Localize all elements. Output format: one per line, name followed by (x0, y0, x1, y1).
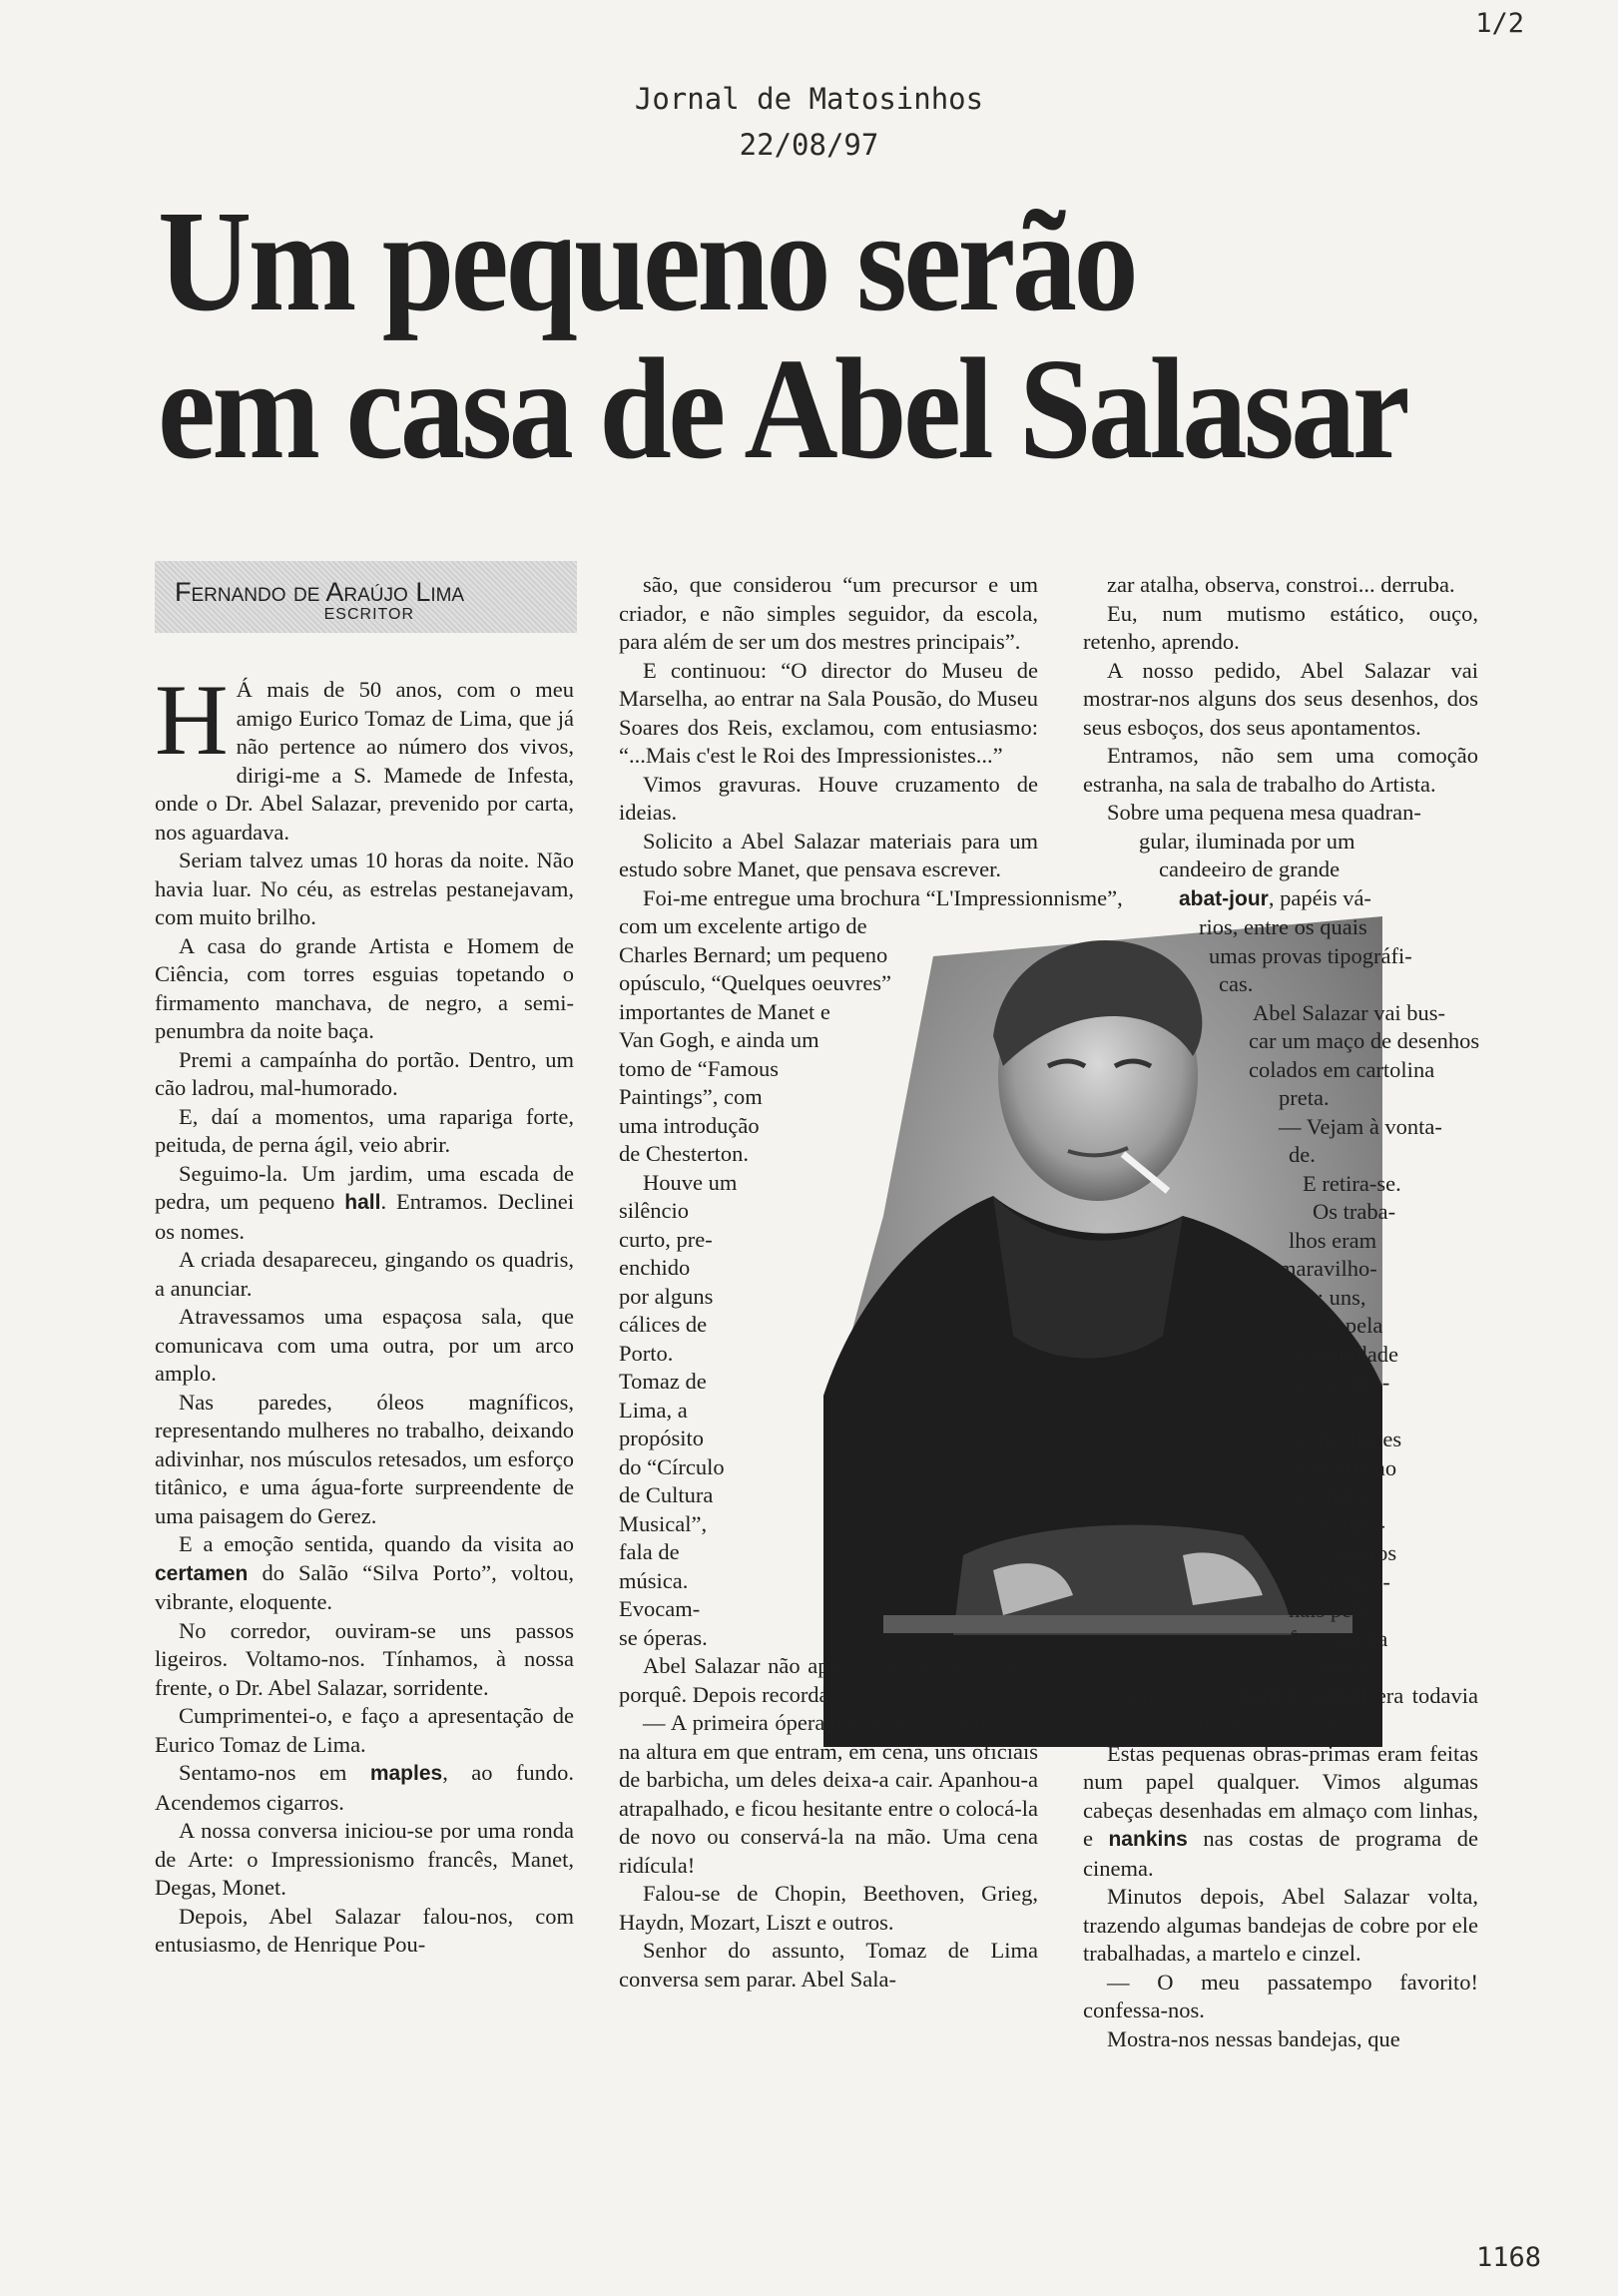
paragraph: Seguimo-la. Um jardim, uma escada de pedra, um pequeno hall. Entramos. Declinei os nomes. (155, 1160, 574, 1244)
paragraph: A criada desapareceu, gingando os quadris, a anunciar. (155, 1247, 574, 1301)
text-line: de. (1289, 1142, 1316, 1167)
paragraph: Mostra-nos nessas bandejas, que (1107, 2025, 1400, 2051)
paragraph: Senhor do assunto, Tomaz de Lima conversa sem parar. Abel Sala- (619, 1938, 1038, 1992)
paragraph: Premi a campaínha do portão. Dentro, um cão ladrou, mal-humorado. (155, 1046, 574, 1100)
text-line: fala de (619, 1539, 680, 1564)
publication-name: Jornal de Matosinhos (634, 82, 984, 116)
author-name: Fernando de Araújo Lima (175, 577, 465, 607)
paragraph: Vimos gravuras. Houve cruzamento de ideias. (619, 771, 1038, 825)
text-line: vam adivi- (1289, 1511, 1385, 1537)
article-column-2 (619, 571, 1123, 1994)
text-line: Sobre uma pequena mesa quadran- (1107, 800, 1421, 825)
text-line: com um excelente artigo de (619, 913, 867, 938)
text-line: propósito (619, 1426, 705, 1450)
page-indicator: 1/2 (1475, 8, 1524, 39)
publication-date: 22/08/97 (739, 128, 879, 162)
text-line: que deixa- (1289, 1483, 1383, 1508)
text-line: Evocam- (619, 1596, 701, 1621)
article-column-1 (155, 664, 574, 1960)
text-line: opúsculo, “Quelques oeuvres” (619, 970, 892, 995)
paragraph: No corredor, ouviram-se uns passos ligeiros. Voltamo-nos. Tínhamos, à nossa frente, o Dr. Abel Salazar, sorridente. (155, 1617, 574, 1700)
text-line: Lima, a (619, 1397, 688, 1423)
paragraph: Eu, num mutismo estático, ouço, retenho, aprendo. (1083, 600, 1478, 654)
text-line: gular, iluminada por um (1139, 828, 1355, 854)
text-line: tomo de “Famous (619, 1055, 779, 1081)
drop-cap: H (155, 664, 229, 777)
text-line: Os traba- (1313, 1199, 1396, 1224)
text-line: de Cultura (619, 1482, 714, 1507)
text-line: curto, pre- (619, 1226, 713, 1252)
paragraph: Abel Salazar não aprecia óperas. E explica porquê. Depois recorda: (619, 1653, 1038, 1707)
text-line: humanidade (1289, 1341, 1398, 1367)
text-line: car um maço de desenhos (1249, 1028, 1480, 1053)
paragraph: Á mais de 50 anos, com o meu amigo Eurico Tomaz de Lima, que já não pertence ao número dos vivos, dirigi-me a S. Mamede de Infesta, onde o Dr. Abel Salazar, prevenido por carta, nos aguardava. (155, 677, 574, 845)
paragraph: Sentamo-nos em maples, ao fundo. Acendemos cigarros. (155, 1760, 574, 1815)
text-line: frescura da (1289, 1625, 1388, 1651)
text-line: pelo lirismo (1289, 1454, 1397, 1480)
text-line: preta. (1279, 1085, 1330, 1110)
text-line: colados em cartolina (1249, 1056, 1435, 1082)
text-line: música. (619, 1567, 689, 1593)
headline (158, 182, 1407, 489)
paragraph: — O meu passatempo favorito! confessa-nos. (1083, 1969, 1478, 2022)
headline-line-1: Um pequeno serão (158, 182, 1136, 341)
text-line: Houve um (643, 1169, 738, 1195)
text-line: cálices de (619, 1312, 708, 1337)
text-line: E retira-se. (1303, 1170, 1401, 1196)
paragraph: Atravessamos uma espaçosa sala, que comunicava com uma outra, por um arco amplo. (155, 1304, 574, 1386)
paragraph: Nas paredes, óleos magníficos, representando mulheres no trabalho, deixando adivinhar, nos músculos retesados, um esforço titânico, e uma água-forte surpreendente de uma paisagem do Gerez. (155, 1389, 574, 1528)
text-line: do “Círculo (619, 1453, 725, 1479)
text-line: Foi-me entregue uma brochura “L'Impressionnisme”, (643, 884, 1123, 910)
text-line: Abel Salazar vai bus- (1253, 999, 1446, 1025)
text-line: brava; (1289, 1398, 1346, 1424)
archive-number: 1168 (1475, 2242, 1541, 2273)
text-line: fortes pela (1289, 1313, 1383, 1338)
text-line: que os tim- (1289, 1370, 1390, 1395)
text-line: lhos eram (1289, 1227, 1377, 1253)
text-line: Musical”, (619, 1510, 708, 1536)
text-line: por alguns (619, 1283, 714, 1309)
text-line: — Vejam à vonta- (1279, 1113, 1442, 1139)
paragraph: A casa do grande Artista e Homem de Ciência, com torres esguias topetando o firmamento manchava, de negro, a semi-penumbra da noite baça. (155, 932, 574, 1043)
text-line: umas provas tipográfi- (1209, 942, 1412, 968)
text-line: nais pela (1289, 1597, 1368, 1622)
text-line: Paintings”, com (619, 1084, 763, 1109)
paragraph: Seriam talvez umas 10 horas da noite. Não havia luar. No céu, as estrelas pestanejavam, com muito brilho. (155, 848, 574, 929)
text-line: de Chesterton. (619, 1141, 749, 1166)
paragraph: Depois, Abel Salazar falou-nos, com entusiasmo, de Henrique Pou- (155, 1903, 574, 1957)
paragraph: E continuou: “O director do Museu de Marselha, ao entrar na Sala Pousão, do Museu Soares dos Reis, exclamou, com entusiasmo: “...Mais c'est le Roi des Impressionistes...” (619, 657, 1038, 768)
paragraph: impressão. O cunho social era todavia o traço forte de Abel Salazar. (1083, 1682, 1479, 1737)
paragraph: Cumprimentei-o, e faço a apresentação de Eurico Tomaz de Lima. (155, 1703, 574, 1757)
paragraph: Minutos depois, Abel Salazar volta, trazendo algumas bandejas de cobre por ele trabalhadas, a martelo e cinzel. (1083, 1884, 1478, 1966)
text-line: Charles Bernard; um pequeno (619, 941, 888, 967)
paragraph: Solicito a Abel Salazar materiais para um estudo sobre Manet, que pensava escrever. (619, 828, 1038, 881)
text-line: abat-jour, papéis vá- (1179, 884, 1371, 910)
text-line: importantes de Manet e (619, 998, 830, 1024)
text-line: rios, entre os quais (1199, 914, 1367, 939)
text-line: ainda mati- (1289, 1568, 1390, 1594)
text-line: outros doces (1289, 1427, 1402, 1451)
paragraph: A nossa conversa iniciou-se por uma ronda de Arte: o Impressionismo francês, Manet, Degas, Monet. (155, 1818, 574, 1900)
paragraph: Estas pequenas obras-primas eram feitas num papel qualquer. Vimos algumas cabeças desenhadas em almaço com linhas, e nankins nas costas de programa de cinema. (1083, 1740, 1478, 1881)
paragraph: E, daí a momentos, uma rapariga forte, peituda, de perna ágil, veio abrir. (155, 1103, 574, 1157)
paragraph: Entramos, não sem uma comoção estranha, na sala de trabalho do Artista. (1083, 743, 1478, 797)
paragraph: A nosso pedido, Abel Salazar vai mostrar-nos alguns dos seus desenhos, dos seus esboços, dos seus apontamentos. (1083, 657, 1478, 740)
text-line: uma introdução (619, 1112, 760, 1138)
headline-line-2: em casa de Abel Salasar (158, 329, 1407, 489)
paragraph: — A primeira ópera que vi foi a “Aida”. E, na altura em que entram, em cena, uns oficiais de barbicha, um deles deixa-a cair. Apanhou-a atrapalhado, e ficou hesitante entre o colocá-la de novo ou conservá-la na mão. Uma cena ridícula! (619, 1710, 1038, 1878)
text-line: enchido (619, 1255, 691, 1280)
text-line: cas. (1219, 971, 1254, 996)
text-line: primeira (1289, 1654, 1365, 1679)
text-line: nhar; outros (1289, 1540, 1397, 1565)
paragraph: Falou-se de Chopin, Beethoven, Grieg, Haydn, Mozart, Liszt e outros. (619, 1881, 1038, 1935)
author-role: ESCRITOR (323, 606, 414, 623)
article-column-3 (1083, 571, 1478, 2053)
text-line: se óperas. (619, 1624, 708, 1650)
text-line: Van Gogh, e ainda um (619, 1027, 819, 1052)
paragraph: E a emoção sentida, quando da visita ao certamen do Salão “Silva Porto”, voltou, vibrante, eloquente. (155, 1531, 574, 1614)
text-line: sos: uns, (1289, 1284, 1366, 1310)
text-line: Porto. (619, 1340, 674, 1366)
paragraph: zar atalha, observa, constroi... derruba. (1107, 572, 1455, 597)
paragraph: são, que considerou “um precursor e um criador, e não simples seguidor, da escola, para além de ser um dos mestres principais”. (619, 572, 1038, 654)
text-line: Tomaz de (619, 1369, 707, 1394)
text-line: maravilho- (1279, 1256, 1377, 1281)
text-line: candeeiro de grande (1159, 857, 1341, 881)
text-line: silêncio (619, 1198, 689, 1223)
